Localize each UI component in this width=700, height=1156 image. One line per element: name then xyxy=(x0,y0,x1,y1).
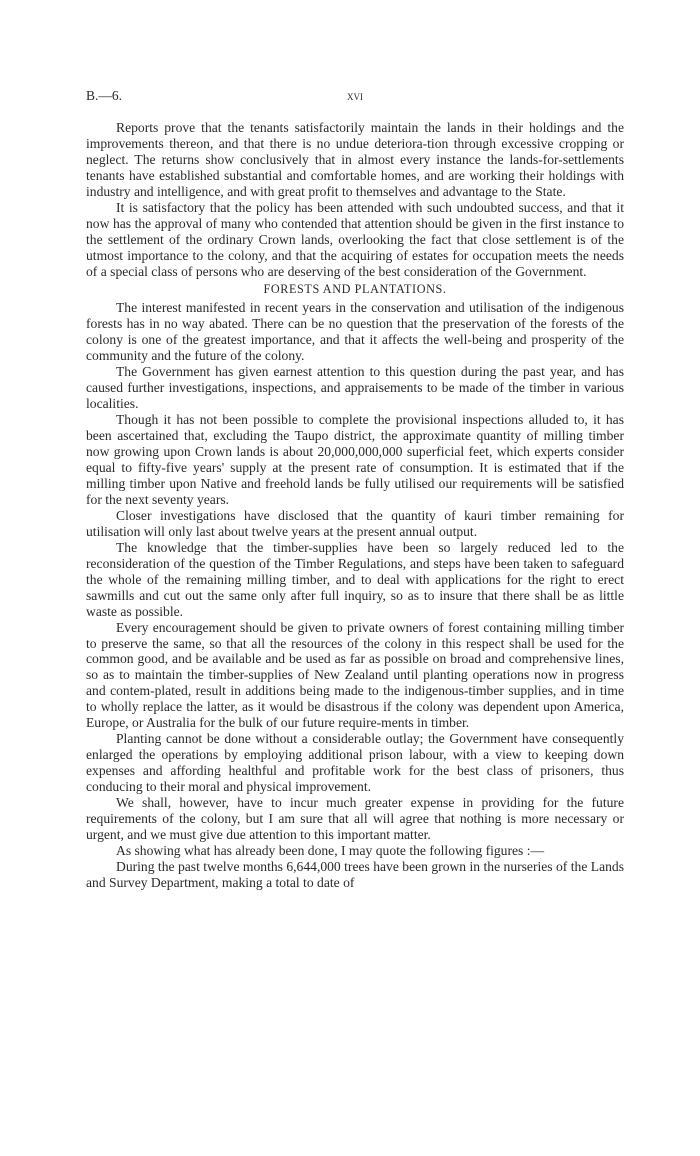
page-header xyxy=(86,88,624,108)
paragraph: The Government has given earnest attention to this question during the past year, and has caused further investigations, inspections, and appraisements to be made of the timber in various localities. xyxy=(86,364,624,412)
paragraph: We shall, however, have to incur much greater expense in providing for the future requirements of the colony, but I am sure that all will agree that nothing is more necessary or urgent, and we must give due attention to this important matter. xyxy=(86,795,624,842)
paper-reference: B.—6. xyxy=(86,88,123,103)
paragraph: The interest manifested in recent years in the conservation and utilisation of the indigenous forests has in no way abated. There can be no question that the preservation of the forests of the colony is one of the greatest importance, and that it affects the well-being and prosperity of the community and the future of the colony. xyxy=(86,300,624,364)
paragraph: Reports prove that the tenants satisfactorily maintain the lands in their holdings and the improvements thereon, and that there is no undue deteriora-tion through excessive cropping or neglect. The returns show conclusively that in almost every instance the lands-for-settlements tenants have established substantial and comfortable homes, and are working their holdings with industry and intelligence, and with great profit to themselves and advantage to the State. xyxy=(86,120,624,199)
section-heading: FORESTS AND PLANTATIONS. xyxy=(263,281,447,296)
paragraph: Planting cannot be done without a considerable outlay; the Government have consequently enlarged the operations by employing additional prison labour, with a view to keeping down expenses and affording healthful and profitable work for the best class of prisoners, thus conducing to their moral and physical improvement. xyxy=(86,731,624,795)
paragraph: Though it has not been possible to complete the provisional inspections alluded to, it has been ascertained that, excluding the Taupo district, the approximate quantity of milling timber now growing upon Crown lands is about 20,000,000,000 superficial feet, which experts consider equal to fifty-five years' supply at the present rate of consumption. It is estimated that if the milling timber upon Native and freehold lands be fully utilised our requirements will be satisfied for the next seventy years. xyxy=(86,412,624,507)
paragraph: It is satisfactory that the policy has been attended with such undoubted success, and that it now has the approval of many who contended that attention should be given in the first instance to the settlement of the ordinary Crown lands, overlooking the fact that close settlement is of the utmost importance to the colony, and that the acquiring of estates for occupation meets the needs of a special class of persons who are deserving of the best consideration of the Government. xyxy=(86,199,624,279)
paragraph: As showing what has already been done, I may quote the following figures :— xyxy=(116,842,545,858)
paragraph: During the past twelve months 6,644,000 trees have been grown in the nurseries of the Lands and Survey Department, making a total to date of xyxy=(86,858,624,890)
paragraph: The knowledge that the timber-supplies have been so largely reduced led to the reconsideration of the question of the Timber Regulations, and steps have been taken to safeguard the whole of the remaining milling timber, and to deal with applications for the right to erect sawmills and cut out the same only after full inquiry, so as to insure that there shall be as little waste as possible. xyxy=(86,539,624,619)
paragraph: Closer investigations have disclosed that the quantity of kauri timber remaining for utilisation will only last about twelve years at the present annual output. xyxy=(86,507,624,539)
paragraph: Every encouragement should be given to private owners of forest containing milling timber to preserve the same, so that all the resources of the colony in this respect shall be used for the common good, and be available and be used as far as possible on broad and comprehensive lines, so as to maintain the timber-supplies of New Zealand until planting operations now in progress and contem-plated, result in additions being made to the indigenous-timber supplies, and in time to wholly replace the latter, as it would be disastrous if the colony was dependent upon America, Europe, or Australia for the bulk of our future require-ments in timber. xyxy=(86,619,624,731)
body-text xyxy=(86,120,624,891)
page-number: xvi xyxy=(347,88,363,103)
